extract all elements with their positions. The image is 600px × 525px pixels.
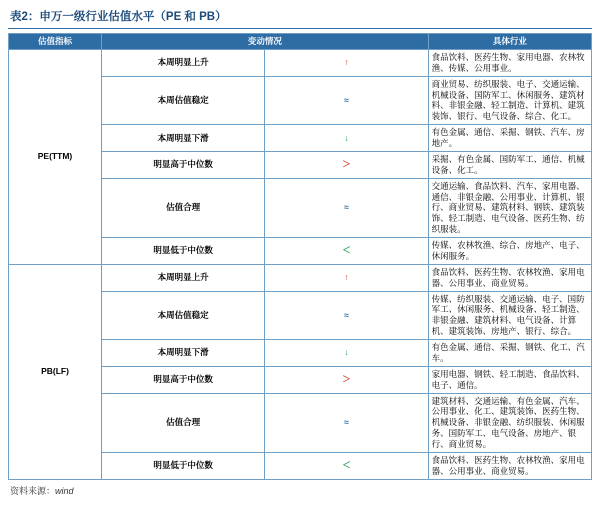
- change-label: 估值合理: [102, 393, 265, 452]
- table-header: [9, 34, 592, 50]
- change-label: 本周明显上升: [102, 49, 265, 76]
- industry-list: 商业贸易、纺织服装、电子、交通运输、机械设备、国防军工、休闲服务、建筑材料、非银金融、轻工制造、计算机、建筑装饰、银行、电气设备、综合、化工。: [428, 76, 591, 125]
- industry-list: 有色金属、通信、采掘、钢铁、汽车、房地产。: [428, 125, 591, 152]
- source-label: 资料来源：: [10, 485, 56, 496]
- industry-list: 传媒、纺织服装、交通运输、电子、国防军工、休闲服务、机械设备、轻工制造、非银金融、建筑材料、电气设备、计算机、建筑装饰、房地产、银行、综合。: [428, 291, 591, 340]
- change-label: 本周明显下滑: [102, 125, 265, 152]
- approx-equal-icon: ≈: [265, 76, 428, 125]
- source-note: [8, 480, 592, 497]
- change-label: 本周明显下滑: [102, 340, 265, 367]
- table-body: [9, 49, 592, 479]
- metric-group-label: PB(LF): [9, 264, 102, 479]
- table-row: [9, 49, 592, 76]
- industry-list: 家用电器、钢铁、轻工制造、食品饮料、电子、通信。: [428, 366, 591, 393]
- change-label: 明显低于中位数: [102, 238, 265, 265]
- header-metric: 估值指标: [9, 34, 102, 50]
- greater-than-icon: ＞: [265, 366, 428, 393]
- industry-list: 交通运输、食品饮料、汽车、家用电器、通信、非银金融、公用事业、计算机、银行、商业贸易、建筑材料、钢铁、建筑装饰、轻工制造、电气设备、医药生物、纺织服装。: [428, 178, 591, 237]
- change-label: 明显低于中位数: [102, 452, 265, 479]
- industry-list: 采掘、有色金属、国防军工、通信、机械设备、化工。: [428, 151, 591, 178]
- change-label: 明显高于中位数: [102, 151, 265, 178]
- table-title: 表2：申万一级行业估值水平（PE 和 PB）: [10, 11, 227, 23]
- change-label: 本周估值稳定: [102, 76, 265, 125]
- down-arrow-icon: ↓: [265, 125, 428, 152]
- approx-equal-icon: ≈: [265, 178, 428, 237]
- industry-list: 食品饮料、医药生物、家用电器、农林牧渔、传媒、公用事业。: [428, 49, 591, 76]
- approx-equal-icon: ≈: [265, 393, 428, 452]
- less-than-icon: ＜: [265, 452, 428, 479]
- title-divider: [8, 28, 592, 29]
- industry-list: 食品饮料、医药生物、农林牧渔、家用电器、公用事业、商业贸易。: [428, 452, 591, 479]
- table-header-row: [9, 34, 592, 50]
- industry-list: 建筑材料、交通运输、有色金属、汽车、公用事业、化工、建筑装饰、医药生物、机械设备、非银金融、纺织服装、休闲服务、国防军工、电气设备、房地产、银行、商业贸易。: [428, 393, 591, 452]
- header-industries: 具体行业: [428, 34, 591, 50]
- change-label: 明显高于中位数: [102, 366, 265, 393]
- industry-list: 食品饮料、医药生物、农林牧渔、家用电器、公用事业、商业贸易。: [428, 264, 591, 291]
- change-label: 本周明显上升: [102, 264, 265, 291]
- down-arrow-icon: ↓: [265, 340, 428, 367]
- industry-list: 传媒、农林牧渔、综合、房地产、电子、休闲服务。: [428, 238, 591, 265]
- approx-equal-icon: ≈: [265, 291, 428, 340]
- source-value: wind: [55, 485, 74, 496]
- industry-list: 有色金属、通信、采掘、钢铁、化工、汽车。: [428, 340, 591, 367]
- metric-group-label: PE(TTM): [9, 49, 102, 264]
- up-arrow-icon: ↑: [265, 264, 428, 291]
- up-arrow-icon: ↑: [265, 49, 428, 76]
- header-change: 变动情况: [102, 34, 429, 50]
- greater-than-icon: ＞: [265, 151, 428, 178]
- less-than-icon: ＜: [265, 238, 428, 265]
- change-label: 本周估值稳定: [102, 291, 265, 340]
- table-row: [9, 264, 592, 291]
- change-label: 估值合理: [102, 178, 265, 237]
- valuation-table: [8, 33, 592, 480]
